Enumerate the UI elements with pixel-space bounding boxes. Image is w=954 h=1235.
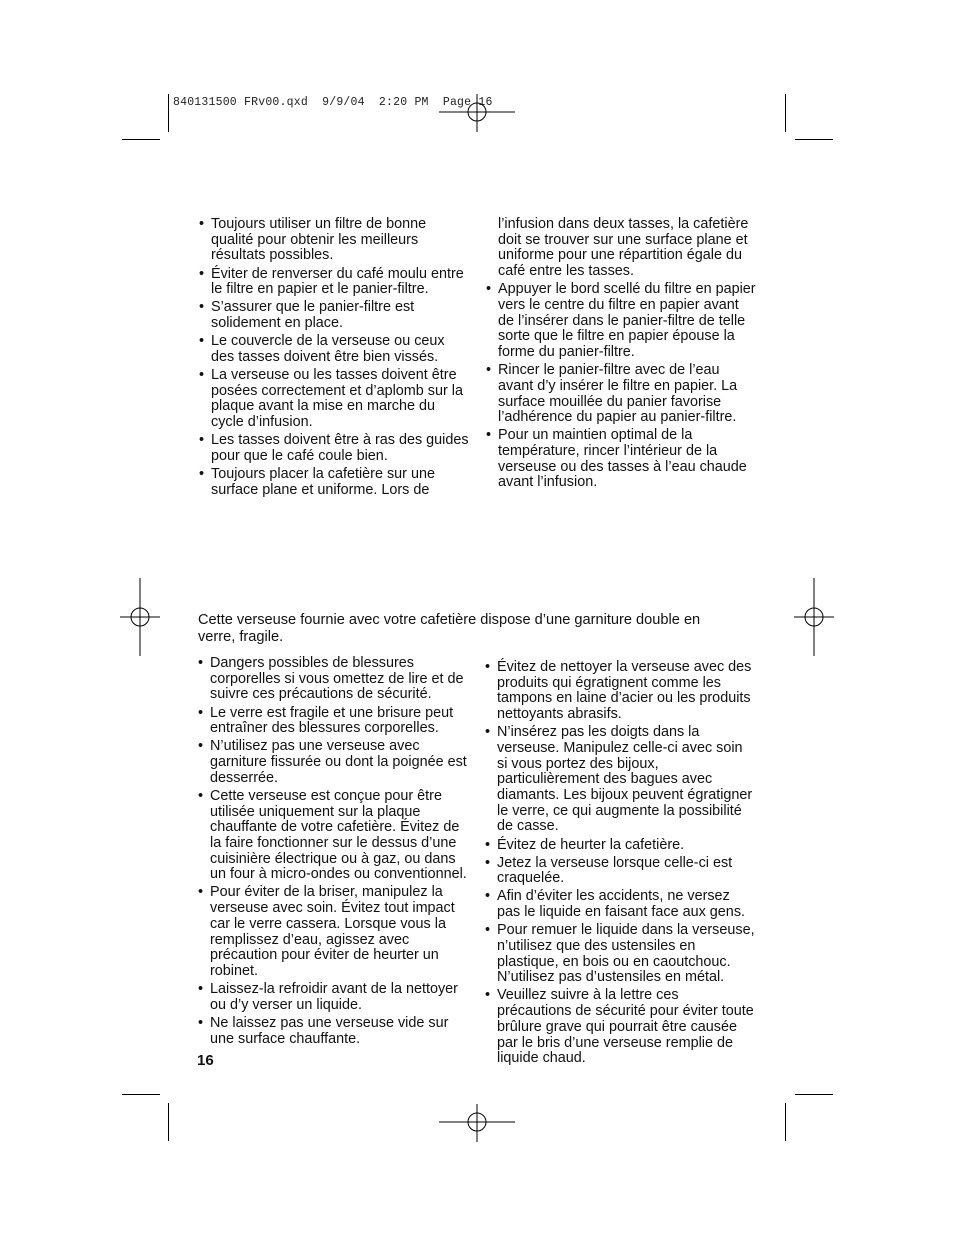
- list-item: • Jetez la verseuse lorsque celle-ci est craquelée.: [485, 854, 733, 887]
- crop-mark-bottom-left-horizontal: [122, 1094, 160, 1095]
- bullet-icon: •: [485, 987, 491, 1004]
- bullet-icon: •: [485, 836, 491, 853]
- list-item: • Pour un maintien optimal de la température, rincer l’intérieur de la verseuse ou des tasses à l’eau chaude avant l’infusion.: [486, 427, 747, 491]
- bullet-icon: •: [199, 366, 205, 383]
- list-item: • Afin d’éviter les accidents, ne versez pas le liquide en faisant face aux gens.: [485, 888, 746, 921]
- list-item: • Les tasses doivent être à ras des guides pour que le café coule bien.: [199, 432, 469, 464]
- bullet-icon: •: [198, 1014, 204, 1031]
- print-slug: 840131500 FRv00.qxd 9/9/04 2:20 PM Page 16: [173, 96, 493, 109]
- list-item: • N’utilisez pas une verseuse avec garniture fissurée ou dont la poignée est desserrée.: [198, 738, 467, 786]
- bullet-icon: •: [198, 787, 204, 804]
- list-item: • Le couvercle de la verseuse ou ceux des tasses doivent être bien vissés.: [199, 333, 445, 365]
- list-item: • Laissez-la refroidir avant de la nettoyer ou d’y verser un liquide.: [198, 981, 458, 1013]
- section1-left-column: [199, 217, 471, 501]
- list-item: • Toujours utiliser un filtre de bonne qualité pour obtenir les meilleurs résultats possibles.: [199, 216, 427, 264]
- list-item: • N’insérez pas les doigts dans la verseuse. Manipulez celle-ci avec soin si vous portez des bijoux, particulièrement des bagues avec diamants. Les bijoux peuvent égratigner le verre, ce qui augmente la possibilité de casse.: [485, 724, 753, 835]
- registration-mark-left-icon: [120, 578, 160, 656]
- bullet-icon: •: [485, 659, 491, 675]
- list-item: • Le verre est fragile et une brisure peut entraîner des blessures corporelles.: [198, 704, 454, 737]
- crop-mark-top-left-horizontal: [122, 139, 160, 140]
- section2-right-column: [485, 660, 755, 1069]
- crop-mark-bottom-right-vertical: [785, 1103, 786, 1141]
- section1-right-column: [486, 217, 756, 494]
- registration-mark-bottom-icon: [437, 1102, 517, 1142]
- list-item: • La verseuse ou les tasses doivent être posées correctement et d’aplomb sur la plaque avant la mise en marche du cycle d’infusion.: [199, 366, 463, 430]
- list-item-continuation: l’infusion dans deux tasses, la cafetière doit se trouver sur une surface plane et uniforme pour une répartition égale du café entre les tasses.: [498, 216, 749, 280]
- list-item: • Veuillez suivre à la lettre ces précautions de sécurité pour éviter toute brûlure grave qui pourrait être causée par le bris d’une verseuse remplie de liquide chaud.: [485, 987, 754, 1067]
- crop-mark-top-right-vertical: [785, 94, 786, 132]
- list-item: • Cette verseuse est conçue pour être utilisée uniquement sur la plaque chauffante de votre cafetière. Évitez de la faire fonctionner sur le dessus d’une cuisinière électrique ou à gaz, ou dans un four à micro-ondes ou conventionnel.: [198, 787, 467, 883]
- list-item: • Appuyer le bord scellé du filtre en papier vers le centre du filtre en papier avant de l’insérer dans le panier-filtre de telle sorte que le filtre en papier épouse la forme du panier-filtre.: [486, 281, 756, 361]
- bullet-icon: •: [199, 216, 205, 232]
- list-item: • Dangers possibles de blessures corporelles si vous omettez de lire et de suivre ces précautions de sécurité.: [198, 655, 464, 703]
- bullet-icon: •: [198, 655, 204, 671]
- list-item: • Évitez de nettoyer la verseuse avec des produits qui égratignent comme les tampons en laine d’acier ou les produits nettoyants abrasifs.: [485, 659, 752, 723]
- bullet-icon: •: [199, 432, 205, 449]
- list-item: • Pour remuer le liquide dans la verseuse, n’utilisez que des ustensiles en plastique, en bois ou en caoutchouc. N’utilisez pas d’ustensiles en métal.: [485, 922, 755, 986]
- bullet-icon: •: [198, 981, 204, 998]
- bullet-icon: •: [199, 333, 205, 350]
- bullet-icon: •: [486, 362, 492, 379]
- bullet-icon: •: [485, 854, 491, 871]
- list-item: • S’assurer que le panier-filtre est solidement en place.: [199, 299, 415, 331]
- bullet-icon: •: [485, 888, 491, 905]
- list-item: • Rincer le panier-filtre avec de l’eau avant d’y insérer le filtre en papier. La surface mouillée du panier favorise l’adhérence du papier au panier-filtre.: [486, 362, 738, 426]
- bullet-icon: •: [198, 884, 204, 901]
- crop-mark-bottom-left-vertical: [168, 1103, 169, 1141]
- list-item: • Pour éviter de la briser, manipulez la verseuse avec soin. Évitez tout impact car le verre cassera. Lorsque vous la remplissez d’eau, agissez avec précaution pour éviter de heurter un robinet.: [198, 884, 455, 979]
- bullet-icon: •: [486, 427, 492, 444]
- registration-mark-right-icon: [794, 578, 834, 656]
- bullet-icon: •: [199, 265, 205, 282]
- bullet-icon: •: [486, 281, 492, 298]
- crop-mark-top-left-vertical: [168, 94, 169, 132]
- list-item: • Évitez de heurter la cafetière.: [485, 836, 685, 853]
- bullet-icon: •: [485, 922, 491, 939]
- bullet-icon: •: [199, 299, 205, 316]
- list-item: • Ne laissez pas une verseuse vide sur une surface chauffante.: [198, 1014, 449, 1047]
- bullet-icon: •: [199, 465, 205, 482]
- bullet-icon: •: [198, 704, 204, 721]
- list-item: • Éviter de renverser du café moulu entre le filtre en papier et le panier-filtre.: [199, 265, 464, 298]
- bullet-icon: •: [198, 738, 204, 755]
- bullet-icon: •: [485, 724, 491, 741]
- section2-left-column: [198, 656, 470, 1050]
- crop-mark-bottom-right-horizontal: [795, 1094, 833, 1095]
- list-item: • Toujours placer la cafetière sur une surface plane et uniforme. Lors de: [199, 465, 435, 498]
- page-number: 16: [197, 1052, 214, 1069]
- section2-intro: Cette verseuse fournie avec votre cafetière dispose d’une garniture double en verre, fragile.: [198, 612, 701, 645]
- registration-mark-top-icon: [437, 94, 517, 134]
- crop-mark-top-right-horizontal: [795, 139, 833, 140]
